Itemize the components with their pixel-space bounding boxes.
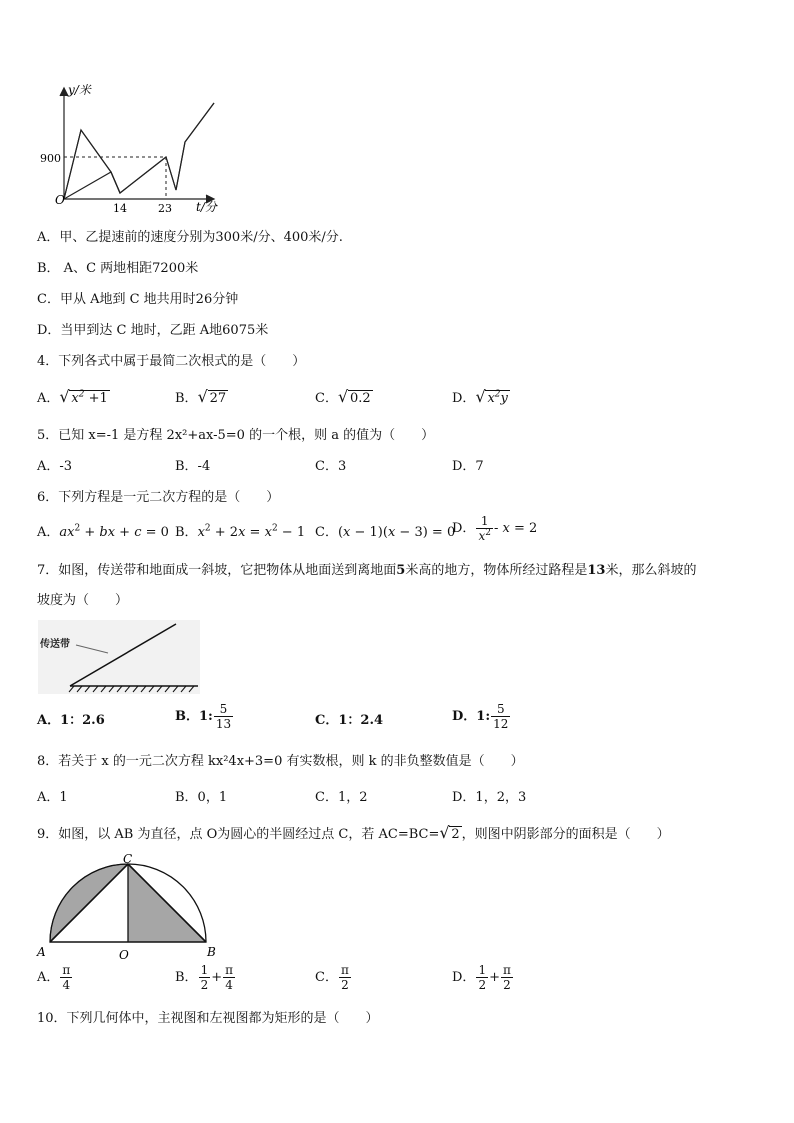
q5-option-b: B．-4: [175, 459, 211, 474]
q4-option-c-value: 0.2: [349, 391, 371, 406]
q9-option-a: [37, 963, 73, 992]
conveyor-figure: [38, 620, 200, 694]
q10-stem: 10．下列几何体中，主视图和左视图都为矩形的是（ ）: [37, 1011, 379, 1026]
q5-option-d: D．7: [452, 459, 484, 474]
q9-option-a-label: A．: [37, 970, 60, 985]
q4-option-d: D． √ $x^2y$: [452, 387, 508, 406]
q9-stem-part1: 9．如图，以 AB 为直径，点 O为圆心的半圆经过点 C，若 AC=BC=: [37, 827, 440, 842]
q7-option-d-num: 5: [491, 702, 510, 717]
q3-option-b: B． A、C 两地相距7200米: [37, 261, 199, 276]
q6-stem: 6．下列方程是一元二次方程的是（ ）: [37, 490, 280, 505]
q9-stem: 9．如图，以 AB 为直径，点 O为圆心的半圆经过点 C，若 AC=BC= √ 2 ，则图中阴影部分的面积是（ ）: [37, 823, 670, 842]
point-a-label: A: [37, 945, 46, 959]
q4-option-b-label: B．: [175, 391, 198, 406]
q9-option-c: [315, 963, 352, 992]
q6-option-c-label: C．: [315, 525, 338, 540]
graph-origin: O: [55, 193, 65, 207]
q8-option-b: B．0，1: [175, 790, 228, 805]
q4-option-d-label: D．: [452, 391, 476, 406]
q6-option-b: B．$x^2 + 2x = x^2 - 1$: [175, 523, 306, 540]
q9-d-num1: 1: [478, 963, 487, 977]
q7-option-b-prefix: B．1:: [175, 709, 213, 724]
q9-b-num1: 1: [200, 963, 209, 977]
q8-option-a: A．1: [37, 790, 68, 805]
q5-option-c: C．3: [315, 459, 347, 474]
q7-stem-part3: 米，那么斜坡的: [605, 563, 697, 578]
distance-time-graph: [38, 78, 228, 216]
q7-option-d-den: 12: [493, 717, 509, 731]
q9-option-b: [175, 963, 236, 992]
point-c-label: C: [123, 852, 133, 866]
q9-a-den: 4: [62, 978, 71, 992]
q9-option-b-label: B．: [175, 970, 198, 985]
q7-stem-line1: [37, 562, 696, 580]
point-b-label: B: [207, 945, 216, 959]
q6-option-a: A．$ax^2$ + bx + c = 0: [37, 523, 169, 540]
q7-option-a: A．1：2.6: [37, 713, 105, 728]
q9-option-d: [452, 963, 514, 992]
q4-option-c: C． √ 0.2: [315, 387, 371, 406]
q9-d-num2: π: [502, 963, 511, 977]
q3-option-d: D．当甲到达 C 地时，乙距 A地6075米: [37, 323, 269, 338]
q7-stem-part1: 7．如图，传送带和地面成一斜坡，它把物体从地面送到离地面: [37, 563, 397, 578]
q9-d-plus: +: [489, 970, 500, 985]
q9-b-plus: +: [211, 970, 223, 985]
q7-stem-part2: 米高的地方，物体所经过路程是: [405, 563, 588, 578]
q9-option-c-label: C．: [315, 970, 338, 985]
graph-y-label: y/米: [68, 83, 91, 97]
q6-option-d: D． $\frac{1}{x^2}$ - x = 2: [452, 514, 538, 543]
q7-option-b-num: 5: [214, 702, 233, 717]
q8-stem: 8．若关于 x 的一元二次方程 kx²4x+3=0 有实数根，则 k 的非负整数值是（ ）: [37, 754, 524, 769]
q3-option-c: C．甲从 A地到 C 地共用时26分钟: [37, 292, 239, 307]
q7-option-c: C．1：2.4: [315, 713, 384, 728]
q5-stem: 5．已知 x=-1 是方程 2x²+ax-5=0 的一个根，则 a 的值为（ ）: [37, 428, 435, 443]
q4-option-b: B． √ 27: [175, 387, 227, 406]
q9-b-den1: 2: [200, 978, 209, 992]
q8-option-d: D．1，2，3: [452, 790, 527, 805]
q6-option-a-label: A．: [37, 525, 60, 540]
q5-option-a: A．-3: [37, 459, 73, 474]
q4-option-c-label: C．: [315, 391, 338, 406]
semicircle-figure: [34, 852, 224, 964]
q4-option-a-label: A．: [37, 391, 60, 406]
graph-y-tick: 900: [40, 152, 61, 165]
q8-option-c: C．1，2: [315, 790, 368, 805]
q7-option-b-den: 13: [215, 717, 232, 731]
q9-option-d-label: D．: [452, 970, 476, 985]
q7-option-d-prefix: D．1:: [452, 709, 491, 724]
q7-option-d: [452, 702, 511, 731]
q9-b-num2: π: [225, 963, 233, 977]
q9-b-den2: 4: [225, 978, 233, 992]
conveyor-label: 传送带: [40, 639, 70, 650]
point-o-label: O: [119, 948, 129, 962]
q9-d-den1: 2: [478, 978, 487, 992]
q4-option-a: A． √ $x^2 +1$: [37, 387, 108, 406]
graph-x-tick-1: 14: [113, 202, 127, 215]
q4-option-b-value: 27: [209, 391, 227, 406]
q3-option-a: A．甲、乙提速前的速度分别为300米/分、400米/分.: [37, 230, 343, 245]
q7-option-b: [175, 702, 234, 731]
q9-c-num: π: [340, 963, 349, 977]
q9-c-den: 2: [341, 978, 349, 992]
graph-x-tick-2: 23: [158, 202, 172, 215]
q6-option-b-label: B．: [175, 525, 198, 540]
q6-option-d-label: D．: [452, 521, 476, 536]
q9-sqrt-value: 2: [451, 827, 460, 842]
q9-d-den2: 2: [503, 978, 511, 992]
q4-stem: 4．下列各式中属于最简二次根式的是（ ）: [37, 354, 306, 369]
q9-a-num: π: [62, 963, 71, 977]
q9-stem-part2: ，则图中阴影部分的面积是（ ）: [461, 827, 670, 842]
q7-stem-line2: 坡度为（ ）: [37, 593, 129, 608]
graph-x-label: t/分: [196, 200, 217, 214]
q7-number-13: 13: [587, 563, 606, 578]
q7-number-5: 5: [396, 563, 406, 578]
q6-option-c: C．(x − 1)(x − 3) = 0: [315, 525, 456, 540]
